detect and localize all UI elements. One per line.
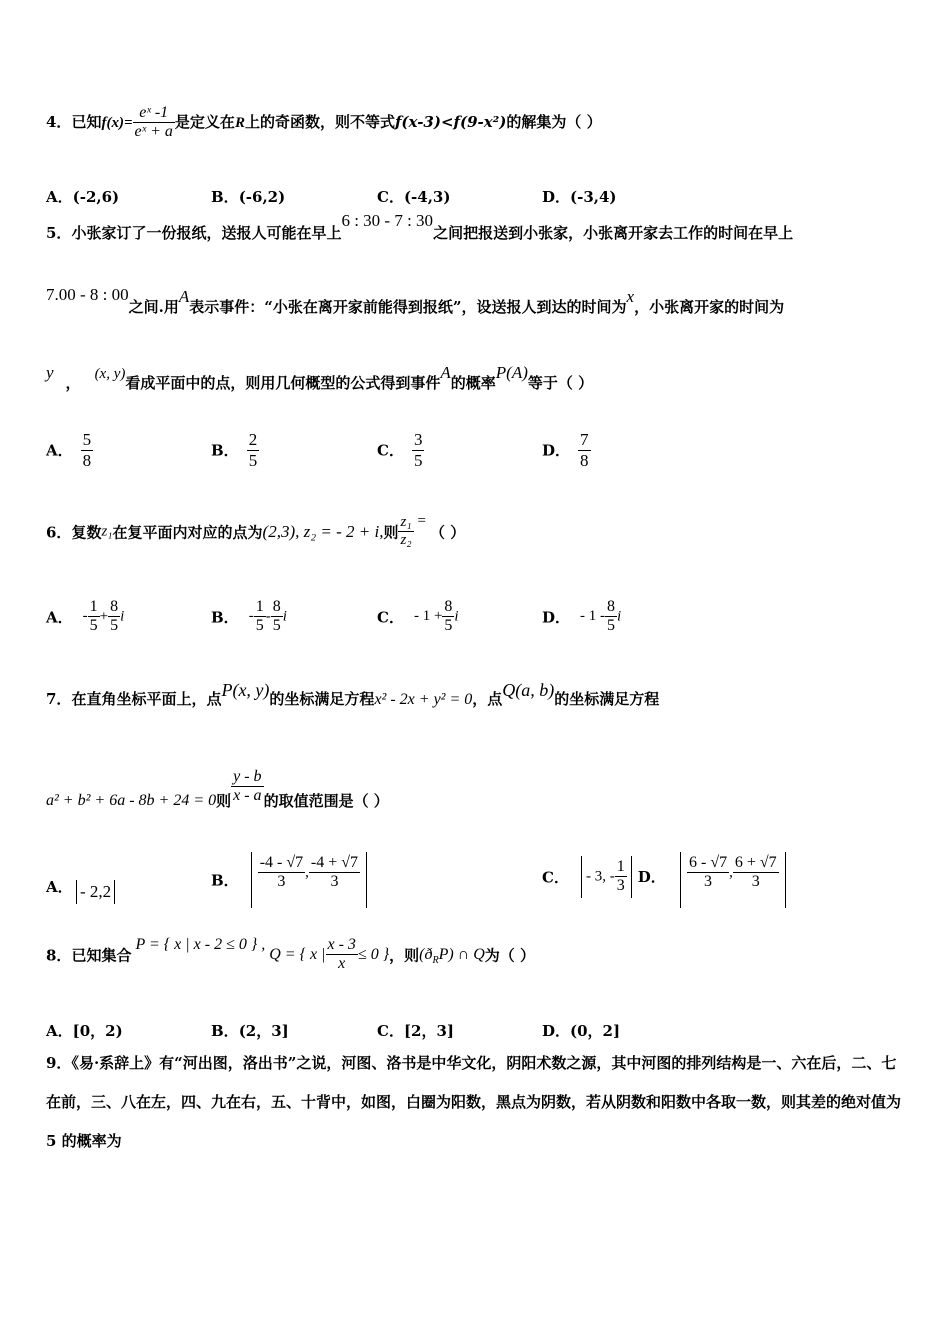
question-9 xyxy=(46,1044,908,1161)
q7-option-a[interactable]: A． xyxy=(46,878,73,896)
q8-option-b[interactable]: B．(2，3] xyxy=(211,1022,289,1040)
question-8: 8．已知集合P = { x | x - 2 ≤ 0 } ,Q = { x | $\frac{x - 3}{x}$ ≤ 0 }，则$(ð_RP)$ ∩ Q为（ ） xyxy=(46,935,536,973)
q7-number: 7． xyxy=(46,690,72,708)
question-5-line-1: 5．小张家订了一份报纸，送报人可能在早上6 : 30 - 7 : 30之间把报送到小张家，小张离开家去工作的时间在早上 xyxy=(46,211,794,242)
q6-number: 6． xyxy=(46,523,72,542)
q4-option-a[interactable]: A．(-2,6) xyxy=(46,188,120,206)
q7-option-c[interactable]: C． - 3, - $\frac{1}{3}$ D． xyxy=(542,856,666,898)
q8-option-d[interactable]: D．(0，2] xyxy=(542,1022,621,1040)
q8-number: 8． xyxy=(46,946,72,965)
q4-option-b[interactable]: B．(-6,2) xyxy=(211,188,286,206)
q7-option-a-value: - 2,2 xyxy=(76,880,115,904)
q5-number: 5． xyxy=(46,224,72,242)
q6-option-c[interactable]: C． - 1 + $\frac{8}{5}$ i xyxy=(377,598,459,635)
q4-fraction: $\frac{\text{eˣ -1}}{\text{eˣ + a}}$ xyxy=(134,104,173,141)
question-4: 4．已知f(x)= $\frac{\text{eˣ -1}}{\text{eˣ + a}}$ 是定义在R上的奇函数，则不等式f(x-3)<f(9-x²)的解集为（ ） xyxy=(46,104,602,141)
question-7-line-1: 7．在直角坐标平面上，点P(x, y)的坐标满足方程x² - 2x + y² = 0，点Q(a, b)的坐标满足方程 xyxy=(46,680,660,708)
q6-option-b[interactable]: B． - $\frac{1}{5}$ - $\frac{8}{5}$ i xyxy=(211,598,287,635)
q8-option-c[interactable]: C．[2，3] xyxy=(377,1022,455,1040)
q4-option-d[interactable]: D．(-3,4) xyxy=(542,188,617,206)
q4-number: 4． xyxy=(46,112,72,131)
q6-option-a[interactable]: A． - $\frac{1}{5}$ + $\frac{8}{5}$ i xyxy=(46,598,125,635)
q6-option-d[interactable]: D． - 1 - $\frac{8}{5}$ i xyxy=(542,598,622,635)
q7-option-d-value[interactable]: $\frac{6 - √7}{3}$ , $\frac{6 + √7}{3}$ xyxy=(680,852,786,908)
q5-option-a[interactable]: A． $\frac{5}{8}$ xyxy=(46,430,92,470)
q5-option-b[interactable]: B． $\frac{2}{5}$ xyxy=(211,430,258,470)
q9-text: 《易·系辞上》有“河出图，洛出书”之说，河图、洛书是中华文化，阴阳术数之源，其中河图的排列结构是一、六在后，二、七在前，三、八在左，四、九在右，五、十背中，如图，白圈为阳数，黑点为阴数，若从阴数和阳数中各取一数，则其差的绝对值为 5 的概率为 xyxy=(46,1054,902,1150)
question-5-line-2: 7.00 - 8 : 00之间.用A表示事件：“小张在离开家前能得到报纸”，设送报人到达的时间为x，小张离开家的时间为 xyxy=(46,285,785,316)
q5-option-d[interactable]: D． $\frac{7}{8}$ xyxy=(542,430,589,470)
q4-option-c[interactable]: C．(-4,3) xyxy=(377,188,451,206)
question-6: 6．复数z₁在复平面内对应的点为(2,3), z₂ = - 2 + i,则 $\frac{\text{z₁}}{\text{z₂}}$ =（ ） xyxy=(46,513,466,549)
q5-option-c[interactable]: C． $\frac{3}{5}$ xyxy=(377,430,423,470)
q9-number: 9． xyxy=(46,1054,72,1072)
question-7-line-2: a² + b² + 6a - 8b + 24 = 0则 $\frac{y - b}{x - a}$ 的取值范围是（ ） xyxy=(46,768,389,811)
q8-option-a[interactable]: A．[0，2) xyxy=(46,1022,123,1040)
question-5-line-3: y， (x, y)看成平面中的点，则用几何概型的公式得到事件A的概率P(A)等于（ ） xyxy=(46,363,594,392)
q7-option-b[interactable]: B． $\frac{-4 - √7}{3}$ , $\frac{-4 + √7}{3}$ xyxy=(211,852,367,908)
